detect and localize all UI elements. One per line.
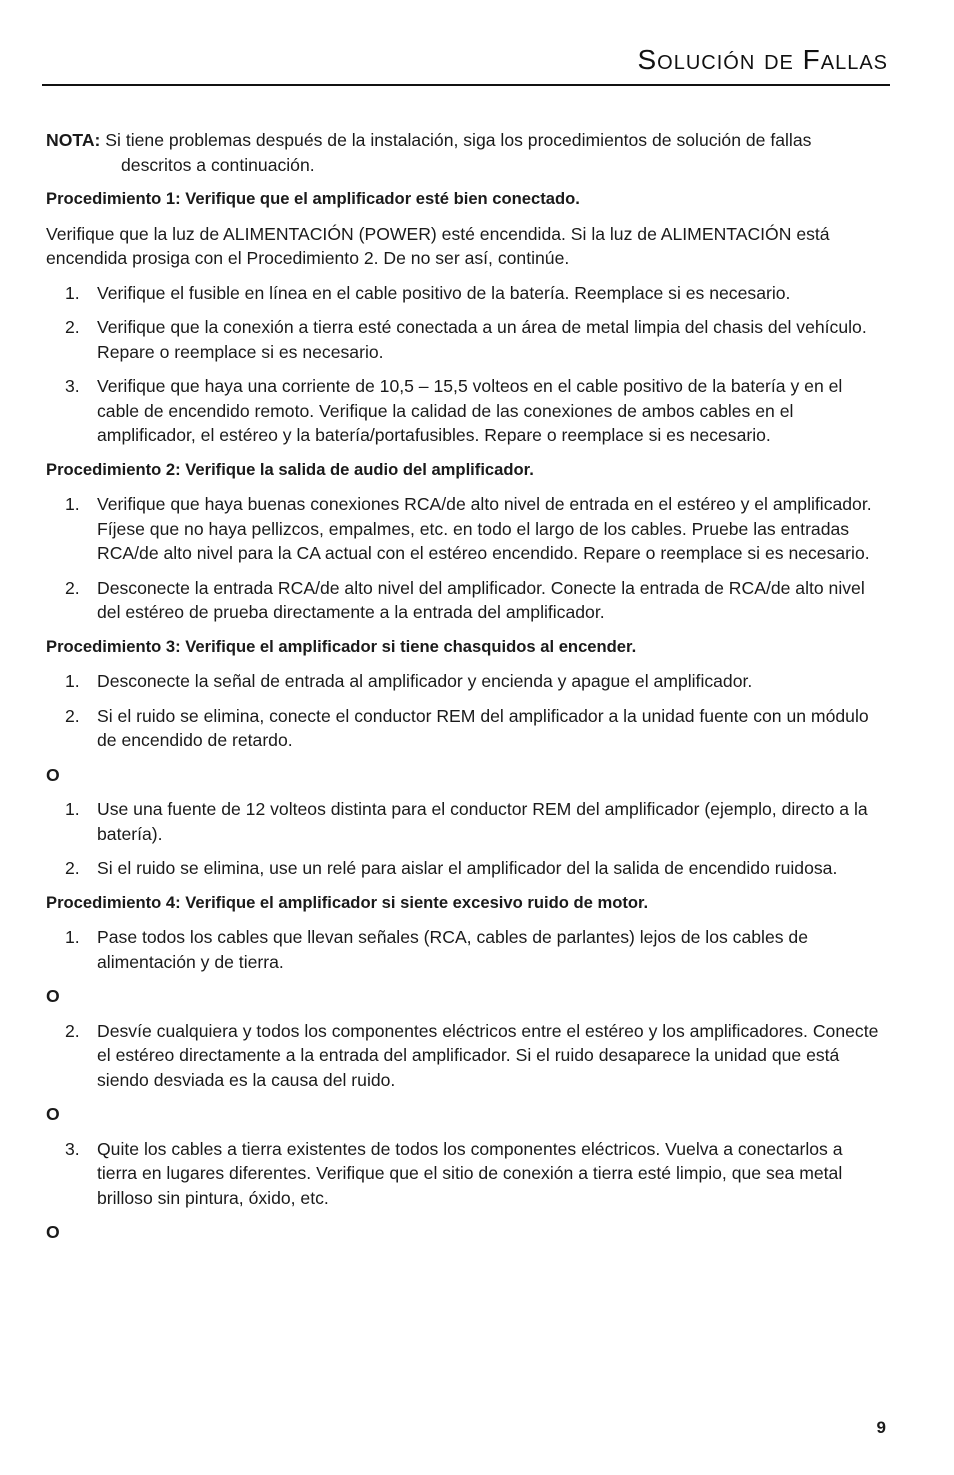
- item-number: 1.: [65, 927, 80, 947]
- note: [46, 128, 882, 177]
- list-item: [46, 1019, 882, 1093]
- item-number: 2.: [65, 317, 80, 337]
- item-number: 2.: [65, 858, 80, 878]
- item-number: 3.: [65, 1138, 80, 1159]
- list-item: [46, 856, 882, 881]
- procedure-4-list-3: [46, 1137, 882, 1211]
- page-number: 9: [876, 1418, 886, 1437]
- item-number: 1.: [65, 494, 80, 514]
- item-text: Si el ruido se elimina, use un relé para aislar el amplificador del la salida de encendido ruidosa.: [97, 858, 838, 878]
- or-separator: O: [46, 1222, 60, 1242]
- list-item: [46, 492, 882, 566]
- note-label: NOTA:: [46, 130, 101, 150]
- item-text: Desconecte la señal de entrada al amplificador y encienda y apague el amplificador.: [97, 671, 753, 691]
- procedure-1-heading: Procedimiento 1: Verifique que el amplificador esté bien conectado.: [46, 189, 580, 208]
- procedure-2-heading: Procedimiento 2: Verifique la salida de audio del amplificador.: [46, 459, 534, 479]
- procedure-1-intro: Verifique que la luz de ALIMENTACIÓN (POWER) esté encendida. Si la luz de ALIMENTACIÓN está encendida prosiga con el Procedimiento 2. De no ser así, continúe.: [46, 223, 830, 268]
- page-content: [46, 128, 882, 1255]
- item-text: Pase todos los cables que llevan señales (RCA, cables de parlantes) lejos de los cables de alimentación y de tierra.: [97, 927, 809, 972]
- list-item: [46, 576, 882, 625]
- procedure-2-list: [46, 492, 882, 625]
- list-item: [46, 704, 882, 753]
- list-item: [46, 1137, 882, 1211]
- item-text: Verifique que haya una corriente de 10,5 – 15,5 volteos en el cable positivo de la batería y en el cable de encendido remoto. Verifique la calidad de las conexiones de ambos cables en el amplificador, el estéreo y la batería/portafusibles. Repare o reemplace si es necesario.: [97, 376, 843, 445]
- procedure-4-heading: Procedimiento 4: Verifique el amplificador si siente excesivo ruido de motor.: [46, 892, 649, 912]
- item-number: 2.: [65, 577, 80, 598]
- procedure-3-list-b: [46, 797, 882, 881]
- item-text: Si el ruido se elimina, conecte el conductor REM del amplificador a la unidad fuente con un módulo de encendido de retardo.: [97, 705, 869, 750]
- procedure-1-list: [46, 281, 882, 448]
- procedure-4-list-2: [46, 1019, 882, 1093]
- item-number: 1.: [65, 671, 80, 691]
- item-number: 1.: [65, 799, 80, 819]
- item-text: Desvíe cualquiera y todos los componentes eléctricos entre el estéreo y los amplificadores. Conecte el estéreo directamente a la entrada del amplificador. Si el ruido desaparece la unidad que está siendo desviada es la causa del ruido.: [97, 1020, 879, 1090]
- procedure-3-list-a: [46, 669, 882, 753]
- page-title: Solución de Fallas: [637, 44, 888, 75]
- item-number: 3.: [65, 376, 80, 396]
- list-item: [46, 374, 882, 448]
- procedure-3-heading: Procedimiento 3: Verifique el amplificador si tiene chasquidos al encender.: [46, 636, 637, 656]
- or-separator: O: [46, 1104, 60, 1124]
- list-item: [46, 669, 882, 694]
- procedure-4-list-1: [46, 925, 882, 974]
- item-text: Desconecte la entrada RCA/de alto nivel del amplificador. Conecte la entrada de RCA/de alto nivel del estéreo de prueba directamente a la entrada del amplificador.: [97, 577, 865, 622]
- note-text: Si tiene problemas después de la instalación, siga los procedimientos de solución de fallas descritos a continuación.: [105, 130, 812, 175]
- item-text: Verifique que la conexión a tierra esté conectada a un área de metal limpia del chasis del vehículo. Repare o reemplace si es necesario.: [97, 317, 867, 362]
- item-number: 2.: [65, 705, 80, 726]
- item-text: Quite los cables a tierra existentes de todos los componentes eléctricos. Vuelva a conectarlos a tierra en lugares diferentes. Verifique que el sitio de conexión a tierra esté limpio, que sea metal brilloso sin pintura, óxido, etc.: [97, 1138, 843, 1208]
- list-item: [46, 315, 882, 364]
- list-item: [46, 925, 882, 974]
- or-separator: O: [46, 764, 60, 785]
- or-separator: O: [46, 986, 60, 1006]
- item-text: Verifique que haya buenas conexiones RCA/de alto nivel de entrada en el estéreo y el amplificador. Fíjese que no haya pellizcos, empalmes, etc. en todo el largo de los cables. Pruebe las entradas RCA/de alto nivel para la CA actual con el estéreo encendido. Repare o reemplace si es necesario.: [97, 494, 872, 563]
- list-item: [46, 281, 882, 306]
- list-item: [46, 797, 882, 846]
- item-text: Verifique el fusible en línea en el cable positivo de la batería. Reemplace si es necesario.: [97, 282, 791, 303]
- item-number: 2.: [65, 1020, 80, 1041]
- item-number: 1.: [65, 282, 80, 303]
- title-rule: [42, 84, 890, 86]
- item-text: Use una fuente de 12 volteos distinta para el conductor REM del amplificador (ejemplo, directo a la batería).: [97, 799, 868, 844]
